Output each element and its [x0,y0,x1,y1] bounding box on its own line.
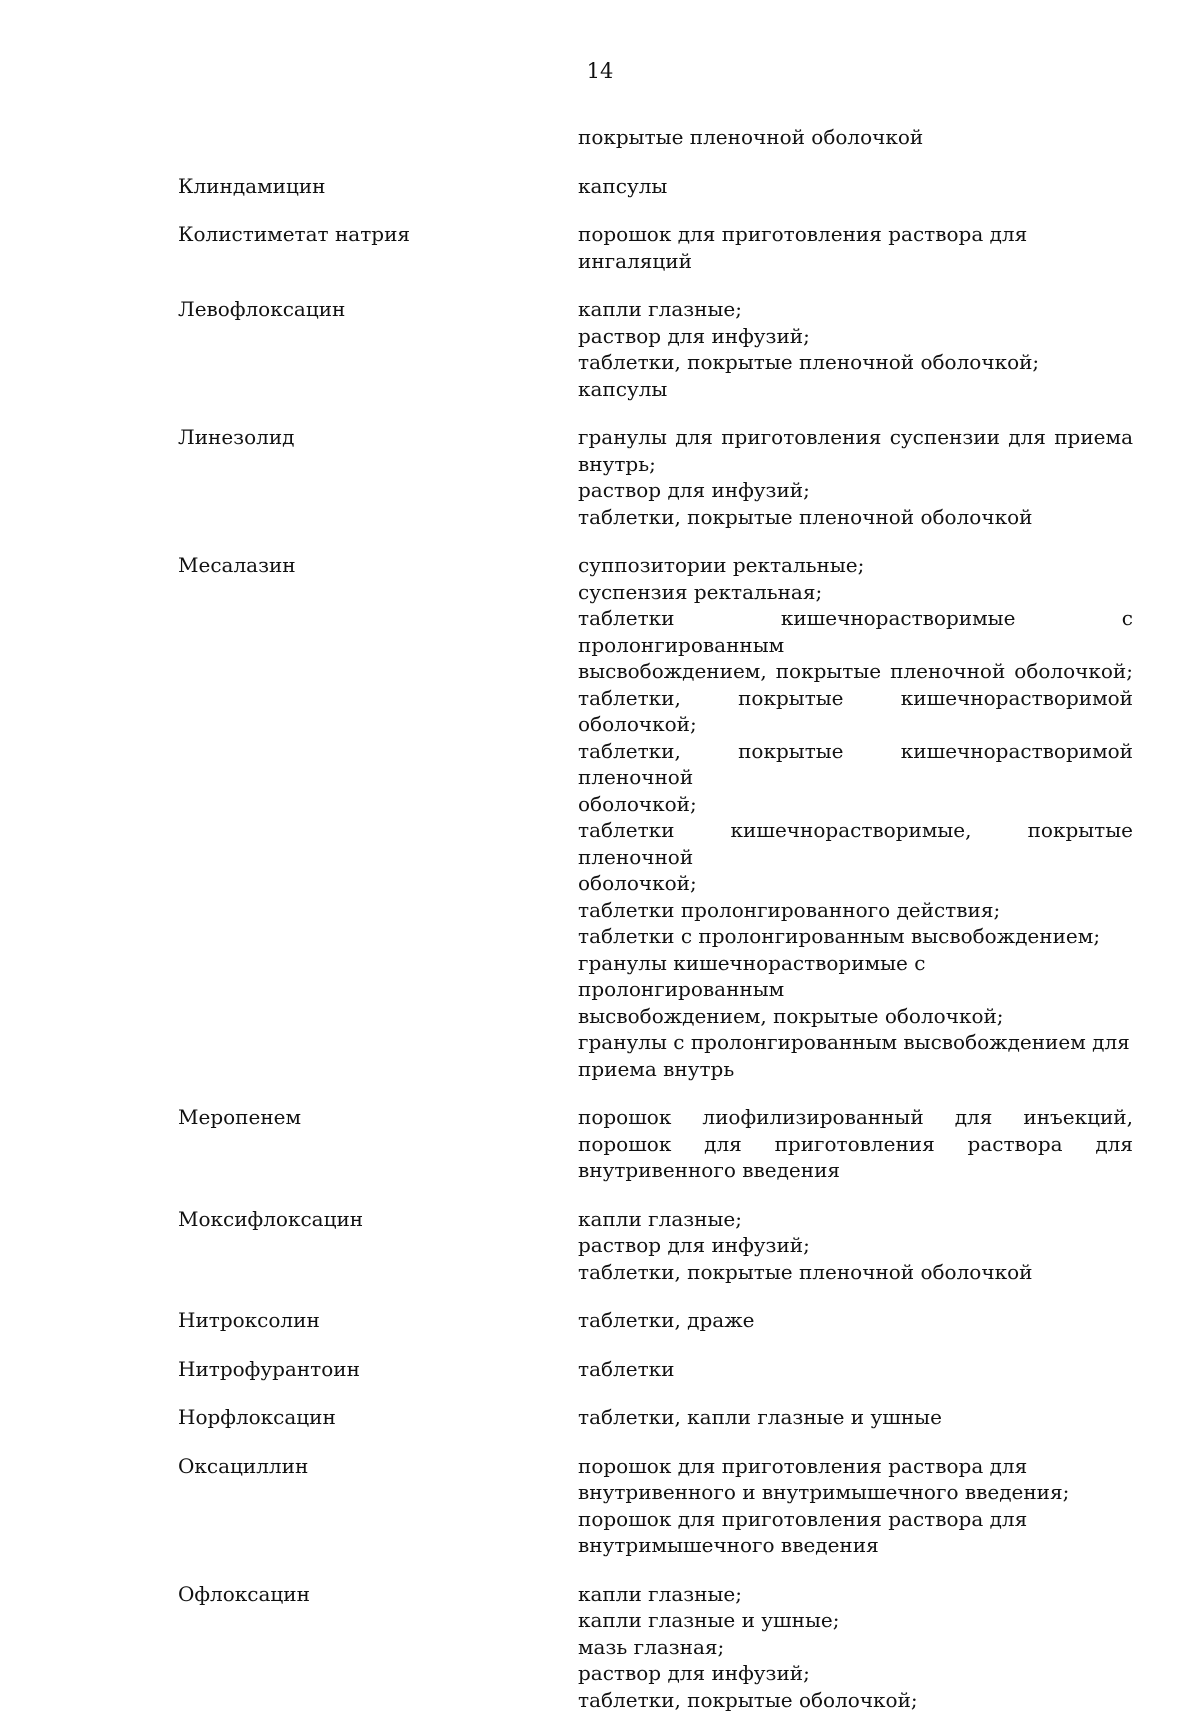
drug-name: Моксифлоксацин [178,1206,364,1231]
dosage-form-line: раствор для инфузий; [578,323,810,348]
drug-name: Офлоксацин [178,1581,310,1606]
dosage-form-line: капли глазные; [578,1581,742,1606]
table-row [178,1104,1132,1184]
dosage-forms [578,1404,1133,1431]
table-row [178,221,1132,274]
dosage-forms [578,296,1133,402]
dosage-forms [578,1581,1133,1714]
dosage-form-line: порошок для приготовления раствора для [578,1453,1028,1478]
dosage-forms [578,424,1133,530]
dosage-form-line: таблетки, покрытые кишечнорастворимой пленочной [578,738,1133,789]
table-row [178,1453,1132,1559]
dosage-forms [578,221,1133,274]
dosage-form-line: раствор для инфузий; [578,1661,810,1685]
table-row [178,1356,1132,1383]
dosage-form-line: гранулы для приготовления суспензии для приема [578,425,1133,449]
drug-name: Нитрофурантоин [178,1356,360,1381]
table-row [178,296,1132,402]
dosage-form-line: таблетки пролонгированного действия; [578,897,1001,922]
drug-name: Левофлоксацин [178,297,346,321]
dosage-forms [578,1104,1133,1184]
dosage-form-line: покрытые пленочной оболочкой [578,125,924,149]
dosage-form-line: капли глазные; [578,1206,742,1231]
table-row [178,1206,1132,1286]
dosage-form-line: таблетки, покрытые пленочной оболочкой; [578,350,1040,374]
dosage-form-line: суппозитории ректальные; [578,553,865,577]
table-row [178,1581,1132,1714]
dosage-form-line: раствор для инфузий; [578,1233,810,1257]
dosage-forms [578,1206,1133,1286]
dosage-form-line: порошок для приготовления раствора для [578,1131,1133,1156]
drug-name: Меропенем [178,1105,302,1129]
dosage-form-line: таблетки с пролонгированным высвобождением; [578,924,1101,948]
dosage-form-line: таблетки, покрытые пленочной оболочкой [578,1259,1033,1284]
dosage-form-line: мазь глазная; [578,1634,725,1659]
drug-name: Нитроксолин [178,1308,320,1332]
dosage-form-line: раствор для инфузий; [578,478,810,502]
table-row [178,124,1132,151]
drug-name: Линезолид [178,425,295,449]
dosage-form-line: таблетки, покрытые пленочной оболочкой [578,504,1033,529]
dosage-form-line: суспензия ректальная; [578,579,823,604]
dosage-form-line: таблетки, капли глазные и ушные [578,1405,942,1429]
drug-name: Оксациллин [178,1453,309,1478]
table-row [178,173,1132,200]
drug-name: Колистиметат натрия [178,222,411,246]
dosage-form-line: таблетки, драже [578,1308,755,1332]
table-row [178,552,1132,1082]
table-row [178,1404,1132,1431]
dosage-form-line: таблетки [578,1356,675,1381]
dosage-form-line: капсулы [578,173,668,198]
dosage-form-line: высвобождением, покрытые оболочкой; [578,1003,1004,1028]
drug-forms-table [178,124,1132,1735]
dosage-form-line: оболочкой; [578,791,697,816]
dosage-form-line: таблетки кишечнорастворимые с пролонгированным [578,606,1133,657]
dosage-forms [578,552,1133,1082]
drug-name: Норфлоксацин [178,1405,336,1429]
dosage-form-line: приема внутрь [578,1056,735,1081]
dosage-form-line: гранулы с пролонгированным высвобождением для [578,1030,1130,1054]
dosage-form-line: порошок для приготовления раствора для ингаляций [578,222,1028,273]
page-number: 14 [586,59,614,83]
dosage-form-line: таблетки кишечнорастворимые, покрытые пленочной [578,818,1133,869]
dosage-form-line: внутрь; [578,451,656,476]
dosage-form-line: порошок для приготовления раствора для [578,1506,1028,1531]
drug-name: Клиндамицин [178,173,326,198]
table-row [178,424,1132,530]
dosage-form-line: оболочкой; [578,871,697,895]
dosage-form-line: внутривенного введения [578,1158,841,1182]
drug-name: Месалазин [178,553,296,577]
dosage-forms [578,173,1133,200]
dosage-forms [578,124,1133,151]
dosage-form-line: капсулы [578,376,668,401]
dosage-forms [578,1307,1133,1334]
dosage-form-line: внутримышечного введения [578,1533,879,1557]
dosage-form-line: таблетки, покрытые кишечнорастворимой оболочкой; [578,685,1133,736]
dosage-form-line: капли глазные и ушные; [578,1608,840,1632]
dosage-form-line: капли глазные; [578,297,742,321]
table-row [178,1307,1132,1334]
dosage-form-line: гранулы кишечнорастворимые с пролонгированным [578,950,926,1001]
dosage-forms [578,1356,1133,1383]
dosage-form-line: порошок лиофилизированный для инъекций, [578,1105,1133,1129]
dosage-form-line: внутривенного и внутримышечного введения; [578,1480,1070,1504]
dosage-forms [578,1453,1133,1559]
dosage-form-line: таблетки, покрытые оболочкой; [578,1687,918,1712]
dosage-form-line: высвобождением, покрытые пленочной оболочкой; [578,659,1133,683]
